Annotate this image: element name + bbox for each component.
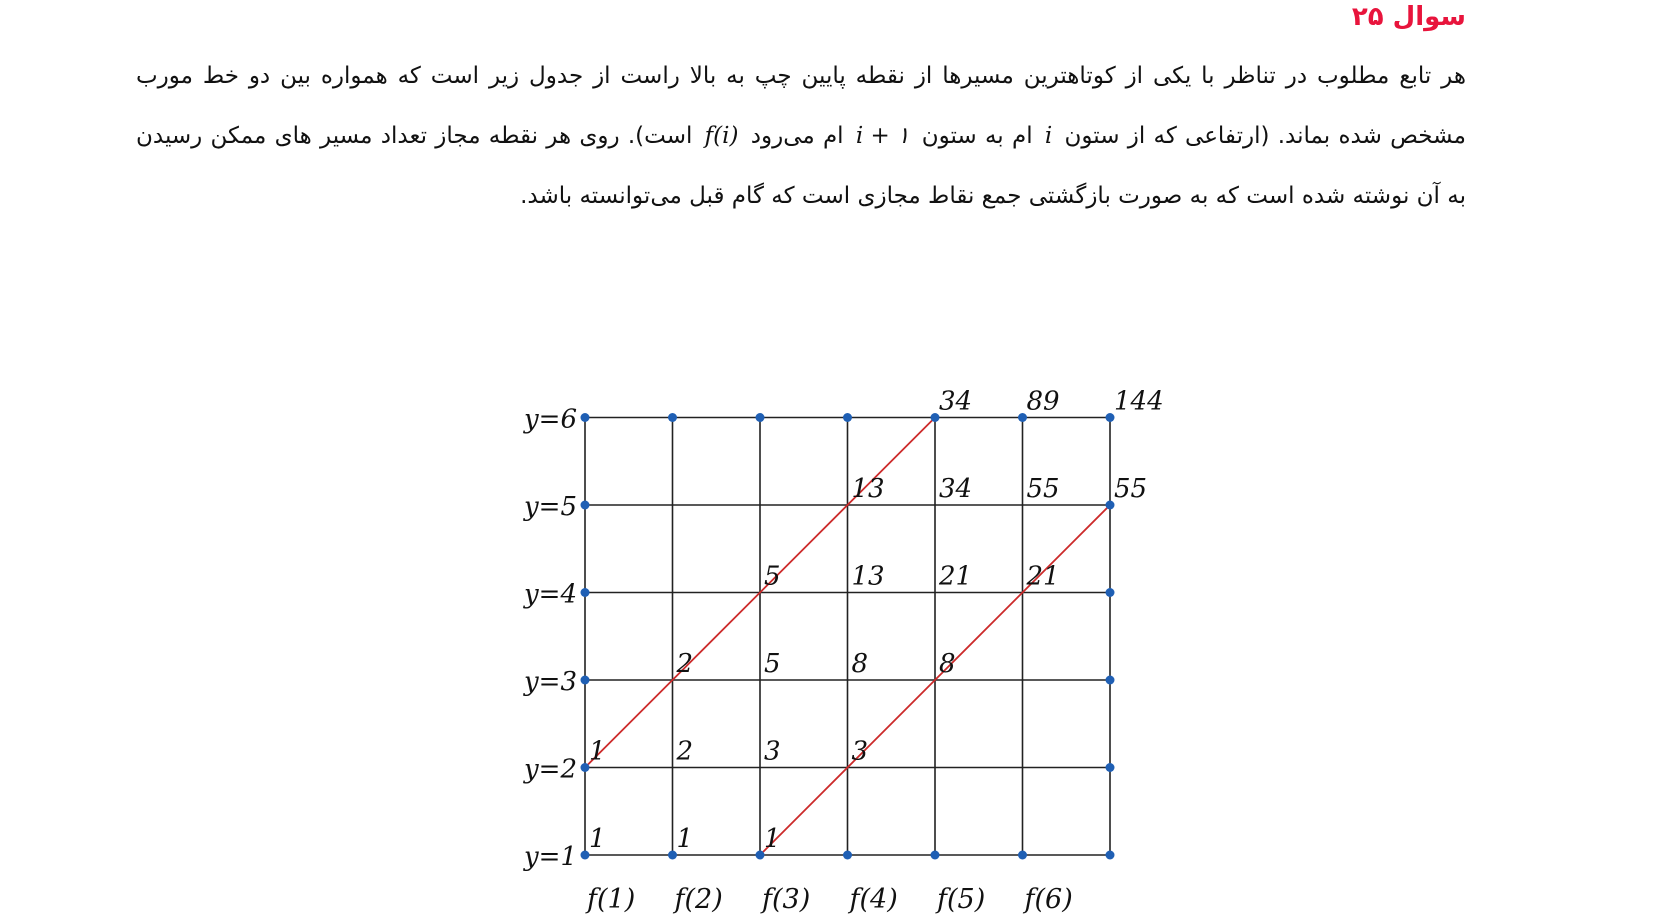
math-i-plus-1: i + ۱ <box>855 123 910 149</box>
column-label: f(6) <box>1024 884 1073 915</box>
column-label: f(5) <box>937 884 986 915</box>
question-text-part-2: ام به ستون <box>921 123 1033 149</box>
row-label: y=6 <box>523 404 577 435</box>
path-count-label: 2 <box>676 736 694 767</box>
path-count-label: 5 <box>764 561 781 592</box>
path-count-label: 89 <box>1026 386 1060 417</box>
path-count-labels <box>589 387 1164 855</box>
grid-point <box>1106 588 1115 597</box>
path-count-label: 5 <box>764 649 781 679</box>
path-count-label: 3 <box>764 736 781 767</box>
row-label: y=2 <box>523 754 577 785</box>
math-f-of-i: f(i) <box>704 123 739 149</box>
path-count-label: 2 <box>676 649 694 679</box>
row-label: y=5 <box>523 492 577 522</box>
question-text-part-3: ام می‌رود <box>750 123 844 149</box>
math-i: i <box>1044 123 1053 149</box>
row-labels <box>523 405 577 873</box>
grid-point <box>843 851 852 860</box>
path-count-label: 1 <box>589 824 606 854</box>
row-label: y=1 <box>523 842 577 872</box>
path-count-label: 55 <box>1026 474 1060 504</box>
grid-point <box>843 413 852 422</box>
path-count-label: 8 <box>939 649 956 679</box>
row-label: y=3 <box>523 667 577 697</box>
grid-point <box>668 413 677 422</box>
path-count-label: 1 <box>589 736 606 767</box>
question-text-part-4: است). روی هر نقطه مجاز تعداد مسیر های ممکن رسیدن به آن نوشته شده است که به صورت بازگشتی جمع نقاط مجازی است که گام قبل می‌توانسته باشد. <box>136 123 1466 209</box>
path-count-label: 144 <box>1114 386 1164 417</box>
grid-point <box>581 413 590 422</box>
path-count-label: 34 <box>939 474 973 504</box>
path-count-label: 3 <box>851 736 869 767</box>
column-label: f(1) <box>587 884 636 915</box>
grid-point <box>1106 763 1115 772</box>
question-text-part-1: هر تابع مطلوب در تناظر با یکی از کوتاهترین مسیرها از نقطه پایین چپ به بالا راست از جدول زیر است که همواره بین دو خط مورب مشخص شده بماند. (ارتفاعی که از ستون <box>136 63 1466 149</box>
row-label: y=4 <box>523 579 577 610</box>
grid-point <box>1018 851 1027 860</box>
path-count-label: 21 <box>1026 561 1060 592</box>
path-count-label: 13 <box>851 474 885 504</box>
path-count-label: 55 <box>1114 474 1148 504</box>
grid-point <box>756 413 765 422</box>
path-count-label: 34 <box>939 386 973 417</box>
path-count-label: 13 <box>851 561 885 592</box>
grid-point <box>931 851 940 860</box>
column-label: f(3) <box>762 884 811 915</box>
grid-point <box>581 501 590 510</box>
column-label: f(2) <box>674 884 723 915</box>
column-labels <box>585 884 1073 915</box>
grid-point <box>581 588 590 597</box>
question-title: سوال ۲۵ <box>1351 2 1466 32</box>
column-label: f(4) <box>849 884 898 915</box>
path-count-label: 21 <box>939 561 973 592</box>
path-count-label: 1 <box>676 824 694 854</box>
path-count-label: 1 <box>764 824 781 854</box>
grid-point <box>581 676 590 685</box>
grid-point <box>1106 851 1115 860</box>
path-count-label: 8 <box>851 649 869 679</box>
grid-point <box>1106 676 1115 685</box>
